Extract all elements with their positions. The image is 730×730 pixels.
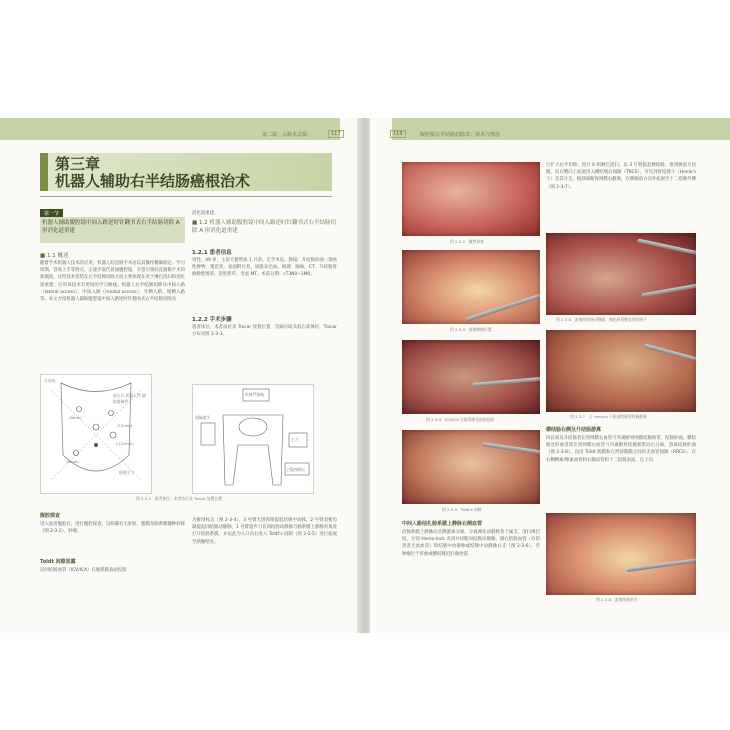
or-label-robot: 机械臂器械 [245,392,264,397]
figure-caption-2-3-1: 图 2-3-1 患者体位、术者站位及 Trocar 放置位置 [136,496,222,501]
col2-paragraph: 为解剖标志（图 2-3-4），3 号臂无创抓钳提起结肠中动脉，2 号臂双极电凝提起回结肠动静脉，1 号臂超声刀在回结肠动静脉与肠系膜上静脉夹角处打开结肠系膜，并以此为入口向右进入 Toldt's 间隙（图 2-3-5）进行拓展至胰腺壁处。 [192,518,337,545]
right-top-paragraph: 行扩大右半切除，进行 6 组淋巴清扫。以 3 号臂提起横结肠，推到胰前方包膜，向右侧向上拓展进入横结肠后间隙（TRCS），可见到胃结肠干（Henle's 干）及其分支，根部离断胃网膜右静脉，在胰腺前方向外拓展至十二指肠外侧（图 2-3-7）。 [546,163,696,190]
photo-2-3-3 [402,250,540,324]
heading-mid-approach: 中间入路结扎肠系膜上静脉右侧血管 [402,521,483,527]
or-label-surgeon: 主刀 [291,437,299,442]
or-label-console: 主操控制台 [286,467,305,472]
heading-toldt: Toldt 间隙显露 [40,559,76,565]
photo-2-3-2 [402,162,540,236]
diagram-label-12mm: (12mm) [117,423,133,428]
caption-2-3-8: 图 2-3-8 游离结肠肝区 [596,597,638,602]
subsection-1-2-1: 1.2.1 患者信息 [192,250,232,256]
left-page-number: 117 [328,130,344,138]
photo-2-3-4 [402,340,540,414]
caption-2-3-3: 图 2-3-3 肠壁肿瘤位置 [450,327,492,332]
caption-2-3-7: 图 2-3-7 右 Henle's 干根部剪断胃结肠静脉 [570,414,647,419]
right-page [370,118,730,633]
photo-2-3-7 [546,330,696,412]
diagram-label-direction: 方向向 [44,378,56,383]
right-colon-paragraph: 回盲部及升结肠者在胃网膜右血管弓外离断胃网膜结肠韧带，结肠肝曲，横结肠近肝曲者需在胃网膜右血管弓内离断胃结肠韧带向右分离，游离结肠肝曲（图 2-3-8）。再沿 Toldt 筋膜和右肾前筋膜之间的无血管间隙（RRCS），在右侧精索/卵巢血管和右输尿管和十二指肠表面，自上向 [546,436,696,463]
subsection-1-2-2: 1.2.2 手术步骤 [192,317,232,323]
diagram-label-arm1: 视右式 机器人臂 辅助器械臂 [113,393,146,404]
left-header-text: 第二篇 入路术式篇 [262,132,308,138]
col2-top: 消化道重建。 [192,211,219,216]
chapter-rule [40,196,332,197]
or-layout-diagram [192,384,314,494]
chapter-marker [40,153,48,191]
overview-paragraph: 随着手术机器人技术的应用，机器人结直肠手术由以其操作精确稳定、学习周期、容易上手等特点，正逐步取代普通腹腔镜，有望引领结直肠微手术的新潮流。这些技术优势在右半结肠切除方面主要体现在对于淋巴清扫和消化道重建，应用该技术有更短的学习曲线。机器人右半结肠切除从中间入路（lateral access）、中间入路（medial access）、头侧入路、尾侧入路等。本文介绍机器人辅助腹腔镜中间入路逆时针翻书式右半结肠切除及 [40,261,185,303]
right-page-number: 118 [390,130,406,138]
caption-2-3-5: 图 2-3-5 Toldt's 间隙 [442,507,482,512]
chapter-title-line1: 第三章 [55,155,101,173]
section-tag: 第一节 [40,209,63,218]
photo-2-3-6 [546,233,696,315]
mid-approach-paragraph: 沿肠系膜上静脉向头侧游离分离，分离裸化动静脉各个属支，清扫淋巴结，分别 Hemo-lock 夹闭并切断回结肠动静脉，副右结肠血管（有的患者无此血管）和结肠中动静脉或结肠中动静脉右支（图 2-3-6）。若肿瘤位于肝曲或横结肠近肝曲处需 [402,530,540,557]
chapter-title [55,156,250,190]
book-spread [0,118,730,633]
photo-2-3-5 [402,430,540,504]
left-page [0,118,360,633]
section-title: 机器人辅助腹腔镜中间入路逆时针翻书式右半结肠切除 A 形消化道重建 [42,220,180,234]
subsection-1-1: ■ 1.1 概述 [40,253,69,259]
caption-2-3-6: 图 2-3-6 游离回结肠动静脉，裸化肠系膜及胃结肠干 [556,317,647,322]
caption-2-3-4: 图 2-3-4 ICV/ICA 在肠系膜表面的投影 [426,417,495,422]
exploration-paragraph: 进入患者腹腔后，进行腹腔探查，以明确有无肝脏、腹膜及肠系膜播种转移（图 2-3-2），肿瘤。 [40,522,185,535]
or-label-assistant: 器械助手 [195,415,211,420]
toldt-paragraph: 以回结肠血管（ICV/ICA）在肠系膜表面投影 [40,568,127,573]
subsection-1-2: ■ 1.2 机器人辅助腹腔镜中间入路逆时针翻书式右半结肠切除 A 形消化道重建 [192,220,336,234]
trocar-diagram [40,374,152,494]
caption-2-3-2: 图 2-3-2 腹腔探查 [450,239,484,244]
steps-paragraph: 患者体位、术者站位及 Trocar 放置位置 全麻后取头低右高体位，Trocar 分布见图 2-3-1。 [192,325,337,338]
diagram-label-12mm-b: C(12mm) [116,441,134,446]
diagram-label-8mm-b: (8mm) [66,459,79,464]
heading-right-colon: 横结肠右侧及升结肠游离 [546,427,602,433]
heading-exploration: 腹腔探查 [40,513,61,519]
diagram-label-arm2: 助理主刀 [119,470,135,475]
patient-paragraph: 男性，49 岁，主诉大便带血 1 月余。无手术史。肠镜：升结肠肝曲一溃疡性肿物，菜花状，表面附污苔，质脆易出血。病理：腺癌。CT：升结肠肝曲肠壁增厚，管腔狭窄，考虑 MT。术前分期：cT3N0~1M0。 [192,258,337,278]
photo-2-3-8 [546,513,696,595]
chapter-title-line2: 机器人辅助右半结肠癌根治术 [55,172,251,190]
diagram-label-8mm-a: (8mm) [69,415,82,420]
right-header-text: 腹腔镜右半结肠切除术：技术与理念 [420,132,501,138]
